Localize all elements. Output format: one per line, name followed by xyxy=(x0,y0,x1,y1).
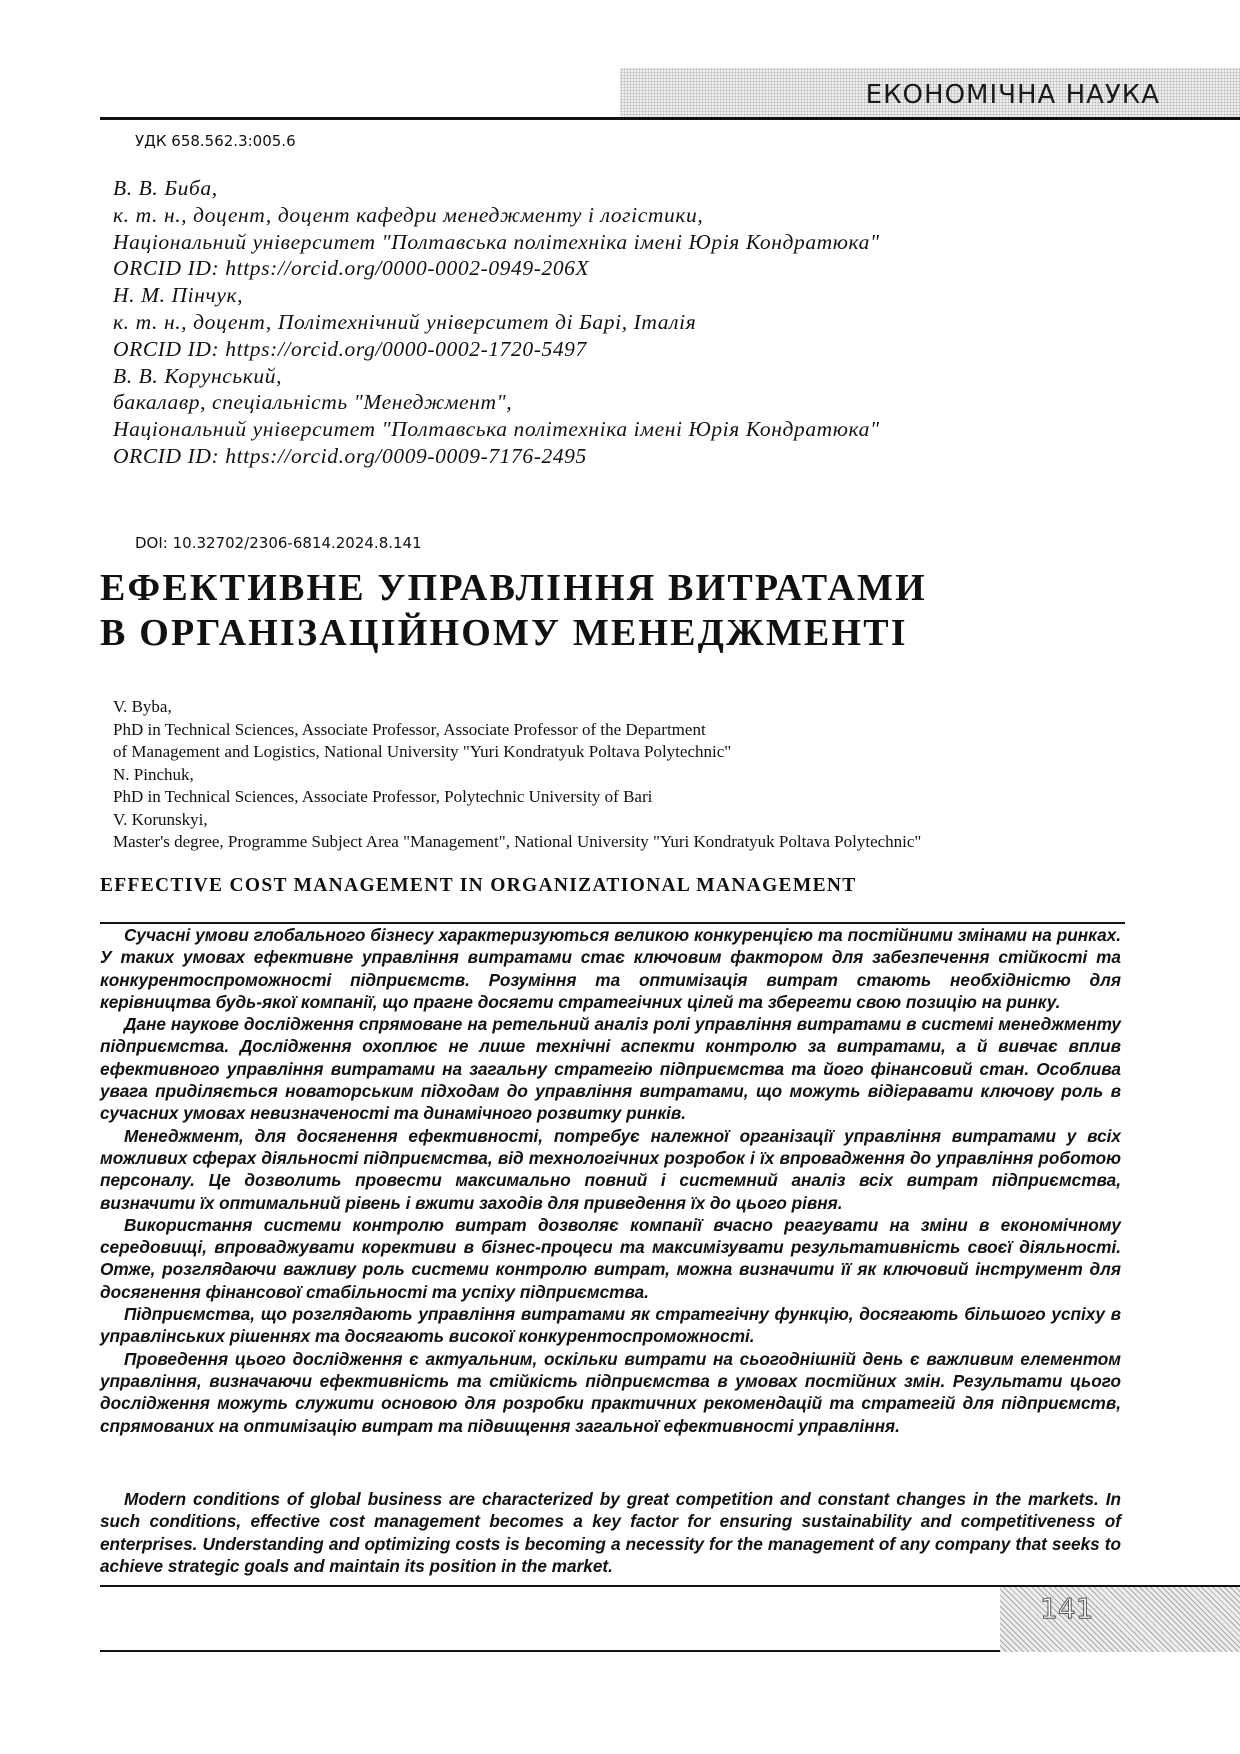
author-line: ORCID ID: https://orcid.org/0000-0002-1720-5497 xyxy=(113,336,587,361)
page-number: 141 xyxy=(1040,1592,1094,1625)
article-title-en: EFFECTIVE COST MANAGEMENT IN ORGANIZATIONAL MANAGEMENT xyxy=(100,875,857,896)
author-line: ORCID ID: https://orcid.org/0009-0009-7176-2495 xyxy=(113,443,587,468)
author-line: к. т. н., доцент, Політехнічний університет ді Барі, Італія xyxy=(113,309,697,334)
udc-code: УДК 658.562.3:005.6 xyxy=(135,132,296,150)
title-line: ЕФЕКТИВНЕ УПРАВЛІННЯ ВИТРАТАМИ xyxy=(100,567,927,609)
footer-rule xyxy=(100,1650,1000,1652)
page-number-box xyxy=(1000,1587,1240,1652)
header-rule xyxy=(100,117,1240,120)
abstract-paragraph: Modern conditions of global business are characterized by great competition and constant changes in the markets. In such conditions, effective cost management becomes a key factor for ensuring sustainability and competitiveness of enterprises. Understanding and optimizing costs is becoming a necessity for the management of any company that seeks to achieve strategic goals and maintain its position in the market. xyxy=(100,1489,1121,1576)
author-line: Національний університет "Полтавська політехніка імені Юрія Кондратюка" xyxy=(113,417,880,442)
author-line: Master's degree, Programme Subject Area "Management", National University "Yuri Kondratyuk Poltava Polytechnic" xyxy=(113,832,922,851)
author-line: N. Pinchuk, xyxy=(113,764,194,784)
author-line: Н. М. Пінчук, xyxy=(113,283,244,308)
author-line: Національний університет "Полтавська політехніка імені Юрія Кондратюка" xyxy=(113,229,880,254)
journal-name: ЕКОНОМІЧНА НАУКА xyxy=(865,80,1160,110)
abstract-paragraph: Використання системи контролю витрат дозволяє компанії вчасно реагувати на зміни в економічному середовищі, впроваджувати корективи в бізнес-процеси та максимізувати результативність своєї діяльності. Отже, розглядаючи важливу роль системи контролю витрат, можна визначити її як ключовий інструмент для досягнення фінансової стабільності та успіху підприємства. xyxy=(100,1214,1121,1302)
author-line: PhD in Technical Sciences, Associate Professor, Polytechnic University of Bari xyxy=(113,787,653,806)
authors-ua xyxy=(113,175,880,470)
authors-en xyxy=(113,696,921,854)
abstract-paragraph: Проведення цього дослідження є актуальним, оскільки витрати на сьогоднішній день є важливим елементом управління, визначаючи ефективність та стійкість підприємства в умовах постійних змін. Результати цього дослідження можуть служити основою для розробки практичних рекомендацій та стратегій для підприємств, спрямованих на оптимізацію витрат та підвищення загальної ефективності управління. xyxy=(100,1348,1121,1436)
author-line: к. т. н., доцент, доцент кафедри менеджменту і логістики, xyxy=(113,202,704,227)
abstract-ua xyxy=(100,924,1121,1437)
abstract-paragraph: Менеджмент, для досягнення ефективності, потребує належної організації управління витратами у всіх можливих сферах діяльності підприємства, від технологічних розробок і їх впровадження до управління роботою персоналу. Це дозволить провести максимально повний і системний аналіз всіх витрат підприємства, визначити їх оптимальний рівень і вжити заходів для приведення їх до цього рівня. xyxy=(100,1125,1121,1213)
author-line: В. В. Биба, xyxy=(113,176,218,200)
abstract-paragraph: Сучасні умови глобального бізнесу характеризуються великою конкуренцією та постійними змінами на ринках. У таких умовах ефективне управління витратами стає ключовим фактором для забезпечення стійкості та конкурентоспроможності підприємств. Розуміння та оптимізація витрат стають необхідністю для керівництва будь-якої компанії, що прагне досягти стратегічних цілей та зберегти свою позицію на ринку. xyxy=(100,925,1121,1012)
title-line: В ОРГАНІЗАЦІЙНОМУ МЕНЕДЖМЕНТІ xyxy=(100,612,908,654)
author-line: of Management and Logistics, National University "Yuri Kondratyuk Poltava Polytechnic" xyxy=(113,742,732,761)
article-title-ua xyxy=(100,566,927,656)
author-line: V. Byba, xyxy=(113,697,172,716)
author-line: V. Korunskyi, xyxy=(113,809,208,829)
author-line: бакалавр, спеціальність "Менеджмент", xyxy=(113,390,513,415)
author-line: В. В. Корунський, xyxy=(113,363,283,388)
abstract-paragraph: Підприємства, що розглядають управління витратами як стратегічну функцію, досягають більшого успіху в управлінських рішеннях та досягають високої конкурентоспроможності. xyxy=(100,1304,1121,1347)
abstract-en xyxy=(100,1488,1121,1577)
abstract-paragraph: Дане наукове дослідження спрямоване на ретельний аналіз ролі управління витратами в системі менеджменту підприємства. Дослідження охоплює не лише технічні аспекти контролю за витратами, а й вивчає вплив ефективного управління витратами на загальну стратегію підприємства та його фінансовий стан. Особлива увага приділяється новаторським підходам до управління витратами, що можуть відігравати ключову роль в сучасних умовах невизначеності та динамічного розвитку ринків. xyxy=(100,1014,1121,1124)
doi: DOI: 10.32702/2306-6814.2024.8.141 xyxy=(135,534,422,552)
author-line: PhD in Technical Sciences, Associate Professor, Associate Professor of the Department xyxy=(113,719,706,739)
author-line: ORCID ID: https://orcid.org/0000-0002-0949-206X xyxy=(113,256,590,281)
